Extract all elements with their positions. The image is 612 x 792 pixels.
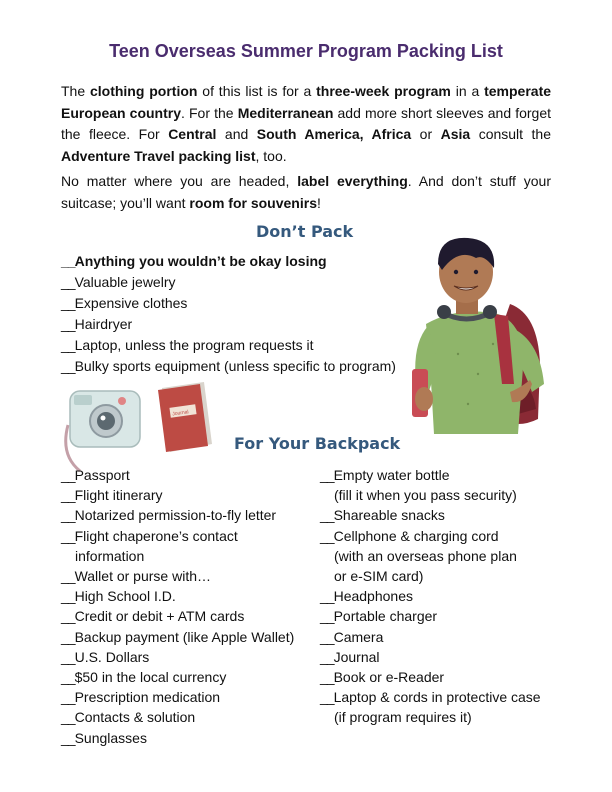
item-text: Flight itinerary [74,487,163,504]
checklist-item [61,586,311,606]
checklist-item [61,667,311,687]
item-text: Empty water bottle [333,467,450,483]
advice-paragraph: No matter where you are headed, label everything. And don’t stuff your suitcase; you’ll want room for souvenirs! [61,173,551,211]
item-text: Expensive clothes [74,295,188,311]
checkbox-blank: __ [61,316,75,332]
dont-pack-heading: Don’t Pack [256,222,354,241]
checkbox-blank: __ [320,588,334,605]
checkbox-blank: __ [320,669,334,686]
checklist-item [61,465,311,485]
item-text: Notarized permission-to-fly letter [74,507,277,524]
item-text: Contacts & solution [74,709,196,726]
item-text: Bulky sports equipment (unless specific to program) [74,358,396,374]
checkbox-blank: __ [61,527,75,544]
checklist-item [61,647,311,667]
intro-paragraph: The clothing portion of this list is for a three-week program in a temperate European country. For the Mediterranean add more short sleeves and forget the fleece. For Central and South America, Africa or Asia consult the Adventure Travel packing list, too. [61,83,552,164]
item-text: Portable charger [333,608,438,625]
checkbox-blank: __ [61,507,75,524]
item-text: Shareable snacks [333,507,445,524]
item-text: Cellphone & charging cord [333,527,499,544]
checkbox-blank: __ [320,628,334,645]
checklist-item [320,586,560,606]
checkbox-blank: __ [61,729,75,746]
item-text: Laptop, unless the program requests it [74,337,314,353]
checklist-item [61,707,311,727]
item-text: U.S. Dollars [74,648,150,665]
item-text: Backup payment (like Apple Wallet) [74,628,295,645]
checkbox-blank: __ [320,507,334,524]
checklist-item [61,314,396,335]
checklist-item [320,687,560,727]
journal-illustration [156,380,216,454]
checklist-item [61,356,396,377]
item-text: High School I.D. [74,588,176,605]
checklist-item [61,293,396,314]
checklist-item [320,606,560,626]
checklist-item [61,566,311,586]
checklist-item [320,465,560,505]
checklist-item [61,251,396,272]
item-text: Anything you wouldn’t be okay losing [74,253,327,269]
checkbox-blank: __ [61,295,75,311]
checklist-item [61,627,311,647]
item-text: Wallet or purse with… [74,568,211,585]
item-continuation: (fill it when you pass security) [334,487,517,504]
item-text: Camera [333,628,384,645]
item-text: Passport [74,467,130,483]
checklist-item [61,606,311,626]
backpack-heading: For Your Backpack [234,434,401,453]
item-text: Laptop & cords in protective case [333,689,541,706]
checkbox-blank: __ [320,527,334,544]
checklist-item [61,505,311,525]
instant-camera-illustration [60,385,146,477]
item-continuation: or e-SIM card) [334,568,424,585]
dont-pack-list [61,251,396,377]
checkbox-blank: __ [61,274,75,290]
checklist-item [320,647,560,667]
checkbox-blank: __ [320,648,334,665]
item-continuation: (if program requires it) [334,709,472,726]
svg-text:Journal: Journal [171,409,190,418]
checklist-item [320,627,560,647]
checklist-item [61,335,396,356]
teen-traveler-illustration [398,234,550,444]
checkbox-blank: __ [61,628,75,645]
item-continuation: information [75,547,145,564]
checkbox-blank: __ [320,467,334,483]
checklist-item [61,272,396,293]
page-title: Teen Overseas Summer Program Packing List [109,41,503,61]
item-text: Flight chaperone’s contact [74,527,238,544]
checklist-item [320,526,560,587]
checkbox-blank: __ [320,689,334,706]
checkbox-blank: __ [61,337,75,353]
checklist-item [61,687,311,707]
checklist-item [320,505,560,525]
checklist-item [61,526,311,566]
checkbox-blank: __ [61,487,75,504]
item-text: $50 in the local currency [74,669,227,686]
backpack-list-left [61,465,311,748]
checkbox-blank: __ [61,467,75,483]
checkbox-blank: __ [61,358,75,374]
item-text: Sunglasses [74,729,147,746]
checkbox-blank: __ [61,709,75,726]
checkbox-blank: __ [61,253,75,269]
item-text: Hairdryer [74,316,133,332]
item-continuation: (with an overseas phone plan [334,547,517,564]
item-text: Credit or debit + ATM cards [74,608,245,625]
checkbox-blank: __ [61,608,75,625]
checkbox-blank: __ [61,648,75,665]
item-text: Book or e-Reader [333,669,445,686]
checkbox-blank: __ [61,588,75,605]
checkbox-blank: __ [320,608,334,625]
checkbox-blank: __ [61,689,75,706]
backpack-list-right [320,465,560,728]
checkbox-blank: __ [61,669,75,686]
item-text: Prescription medication [74,689,221,706]
checklist-item [61,485,311,505]
checklist-item [61,728,311,748]
item-text: Journal [333,648,380,665]
item-text: Valuable jewelry [74,274,176,290]
checklist-item [320,667,560,687]
checkbox-blank: __ [61,568,75,585]
item-text: Headphones [333,588,413,605]
